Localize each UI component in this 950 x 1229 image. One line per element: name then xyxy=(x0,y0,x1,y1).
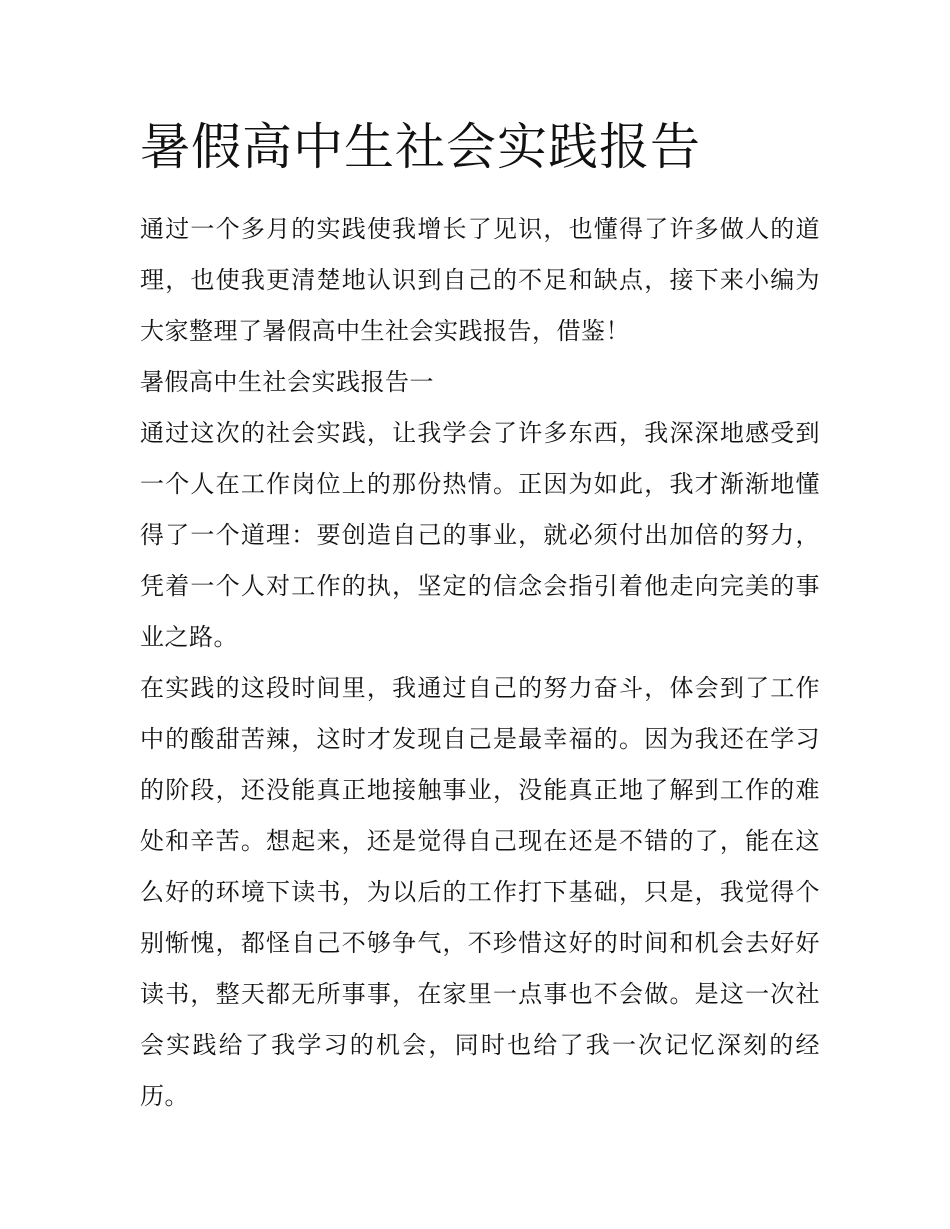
document-title: 暑假高中生社会实践报告 xyxy=(140,118,701,176)
section-heading: 暑假高中生社会实践报告一 xyxy=(140,368,434,396)
body-paragraph-1: 通过这次的社会实践，让我学会了许多东西，我深深地感受到一个人在工作岗位上的那份热情。正因为如此，我才渐渐地懂得了一个道理：要创造自己的事业，就必须付出加倍的努力，凭着一个人对工作的执，坚定的信念会指引着他走向完美的事业之路。 xyxy=(140,419,820,651)
document-page xyxy=(140,112,820,1122)
body-paragraph-2: 在实践的这段时间里，我通过自己的努力奋斗，体会到了工作中的酸甜苦辣，这时才发现自己是最幸福的。因为我还在学习的阶段，还没能真正地接触事业，没能真正地了解到工作的难处和辛苦。想起来，还是觉得自己现在还是不错的了，能在这么好的环境下读书，为以后的工作打下基础，只是，我觉得个别惭愧，都怪自己不够争气，不珍惜这好的时间和机会去好好读书，整天都无所事事，在家里一点事也不会做。是这一次社会实践给了我学习的机会，同时也给了我一次记忆深刻的经历。 xyxy=(140,674,820,1110)
intro-paragraph: 通过一个多月的实践使我增长了见识，也懂得了许多做人的道理，也使我更清楚地认识到自己的不足和缺点，接下来小编为大家整理了暑假高中生社会实践报告，借鉴！ xyxy=(140,215,820,345)
